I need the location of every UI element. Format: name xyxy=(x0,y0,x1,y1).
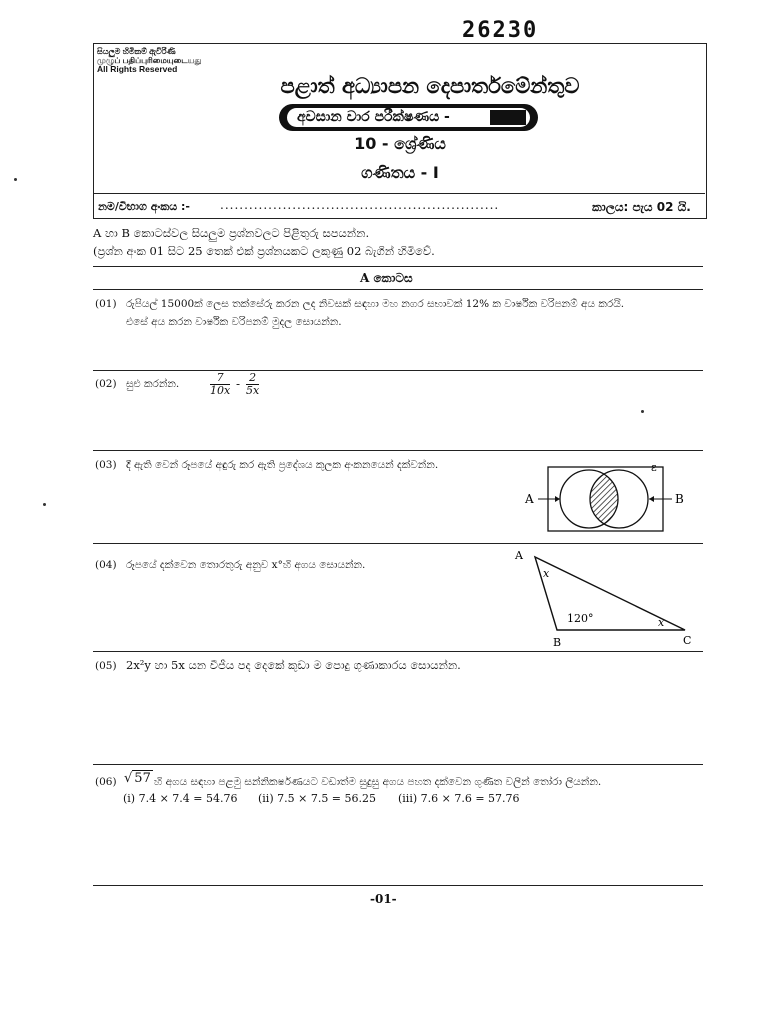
scan-speck xyxy=(14,178,17,181)
q05-text: 2x²y හා 5x යන වීජීය පද දෙකේ කුඩා ම පොදු ගුණාකාරය සොයන්න. xyxy=(126,658,461,672)
q02-fraction-1-denominator: 10x xyxy=(210,384,231,397)
q01-line-2: එසේ අය කරන වාර්ෂික වරිපනම් මුදල සොයන්න. xyxy=(126,316,342,328)
rights-line-tamil: முழுப் பதிப்புரிமையுடையது xyxy=(97,56,202,65)
venn-label-universal: ε xyxy=(651,461,657,474)
scan-speck xyxy=(43,503,46,506)
rights-line-sinhala: සියලුම හිමිකම් ඇවිරිණි xyxy=(97,47,176,56)
q02-fraction-2 xyxy=(246,372,259,397)
q06-number: (06) xyxy=(95,776,117,788)
rights-line-english: All Rights Reserved xyxy=(97,64,178,74)
triangle-diagram xyxy=(505,545,705,653)
vertex-a-label: A xyxy=(515,549,523,562)
q02-fraction-1-numerator: 7 xyxy=(210,372,230,385)
arrow-head-b xyxy=(649,496,654,502)
q01-divider xyxy=(93,370,703,371)
name-label: නම/විභාග අංකය :- xyxy=(98,200,190,213)
vertex-c-label: C xyxy=(683,634,692,647)
name-dotted-line: .......................................................... xyxy=(220,198,500,212)
section-bottom-rule xyxy=(93,289,703,290)
instruction-line-1: A හා B කොටස්වල සියලුම ප්‍රශ්නවලට පිළිතුරු සපයන්න. xyxy=(93,226,370,240)
q02-fraction-1 xyxy=(210,372,230,397)
vertex-b-label: B xyxy=(553,636,562,649)
q02-fraction-2-numerator: 2 xyxy=(246,372,259,385)
q04-number: (04) xyxy=(95,559,117,571)
exam-name: අවසාන වාර පරීක්ෂණය - xyxy=(287,108,530,127)
angle-a-label: x xyxy=(543,567,550,580)
instruction-line-2: (ප්‍රශ්න අංක 01 සිට 25 තෙක් එක් ප්‍රශ්නයකට ලකුණු 02 බැගින් හිමිවේ. xyxy=(93,244,435,258)
page-number: -01- xyxy=(370,892,397,906)
q02-number: (02) xyxy=(95,378,117,390)
q06-option-2: (ii) 7.5 × 7.5 = 56.25 xyxy=(258,792,377,805)
department-title: පළාත් අධ්‍යාපන දෙපාර්තමේන්තුව xyxy=(280,74,580,98)
rights-notice xyxy=(97,47,201,74)
q04-divider xyxy=(93,651,703,652)
angle-c-label: x xyxy=(658,616,665,629)
q03-divider xyxy=(93,543,703,544)
q02-minus-sign: - xyxy=(236,377,241,391)
q05-divider xyxy=(93,764,703,765)
grade-label: 10 - ශ්‍රේණිය xyxy=(354,134,446,153)
q06-text: හි අගය සඳහා පළමු සන්නිකර්ෂණයට වඩාත්ම සුදුසු අගය පහත දක්වෙන ගුණිත වලින් තෝරා ලියන්න. xyxy=(154,776,602,788)
q02-divider xyxy=(93,450,703,451)
section-top-rule xyxy=(93,266,703,267)
q06-option-1: (i) 7.4 × 7.4 = 54.76 xyxy=(123,792,238,805)
subject-label: ගණිතය - I xyxy=(361,163,439,182)
header-divider xyxy=(93,193,705,194)
paper-code: 26230 xyxy=(462,18,539,43)
redacted-year xyxy=(490,110,526,125)
venn-diagram xyxy=(515,460,695,538)
q06-divider xyxy=(93,885,703,886)
q01-line-1: රුපියල් 15000ක් ලෙස තක්සේරු කරන ලද නිවසක් සඳහා මහ නගර සභාවක් 12% ක වාර්ෂික වරිපනම් අය කරයි. xyxy=(126,298,625,310)
q03-number: (03) xyxy=(95,459,117,471)
q06-radicand: 57 xyxy=(134,771,151,786)
q05-number: (05) xyxy=(95,660,117,672)
q02-text: සුළු කරන්න. xyxy=(126,378,180,390)
time-label: කාලය: පැය 02 යි. xyxy=(592,200,691,214)
q06-square-root: √ 57 xyxy=(124,771,151,786)
q01-number: (01) xyxy=(95,298,117,310)
q02-fraction-2-denominator: 5x xyxy=(246,384,260,397)
q04-text: රූපයේ දක්වෙන තොරතුරු අනුව x°හි අගය සොයන්න. xyxy=(126,559,366,571)
venn-label-a: A xyxy=(525,492,534,506)
scan-speck xyxy=(641,410,644,413)
q06-option-3: (iii) 7.6 × 7.6 = 57.76 xyxy=(398,792,520,805)
arrow-head-a xyxy=(555,496,560,502)
q03-text: දී ඇති වෙන් රූපයේ අඳුරු කර ඇති ප්‍රදේශය කුලක අංකනයෙන් දක්වන්න. xyxy=(126,459,439,471)
section-title: A කොටස xyxy=(360,271,413,285)
angle-b-label: 120° xyxy=(567,612,594,625)
venn-label-b: B xyxy=(675,492,684,506)
